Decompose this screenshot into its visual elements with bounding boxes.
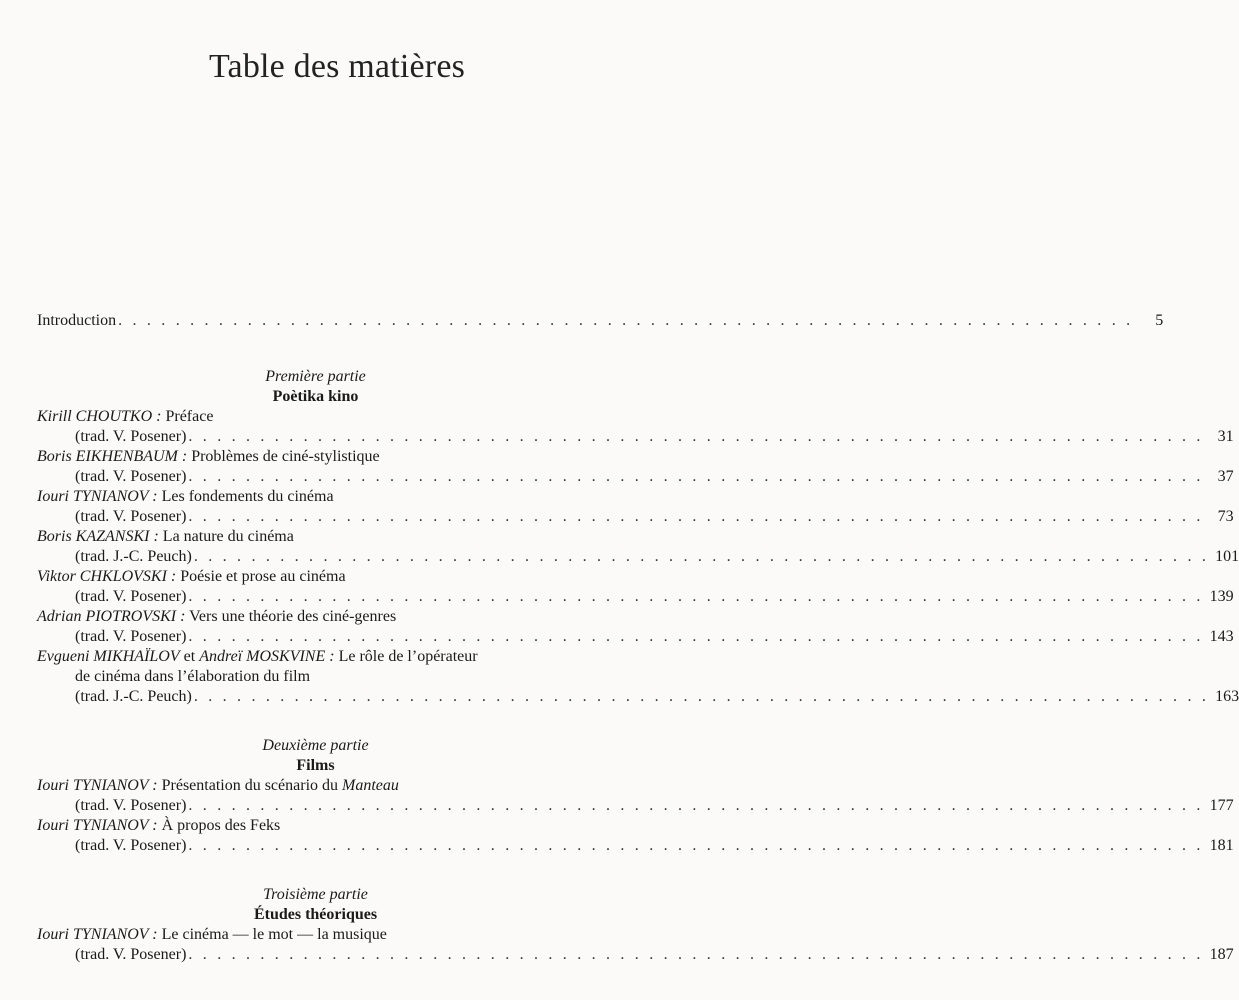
entry-author: Adrian PIOTROVSKI : [37, 608, 186, 625]
page-number: 73 [1217, 508, 1234, 525]
part-label: Première partie [265, 368, 366, 385]
entry-translator: (trad. V. Posener) [75, 628, 187, 645]
dot-leader: . . . . . . . . . . . . . . . . . . . . . . . . . . . . . . . . . . . . . . . . . . . . . . . . . . . . . . . . . . . . . . . . . . . . . . . [188, 468, 1204, 485]
entry-title: À propos des Feks [157, 817, 281, 834]
dot-leader: . . . . . . . . . . . . . . . . . . . . . . . . . . . . . . . . . . . . . . . . . . . . . . . . . . . . . . . . . . . . . . . . . . . . . . . [193, 548, 1210, 565]
toc-entry[interactable] [37, 407, 1234, 447]
dot-leader: . . . . . . . . . . . . . . . . . . . . . . . . . . . . . . . . . . . . . . . . . . . . . . . . . . . . . . . . . . . . . . . . . . . . . . . [188, 428, 1204, 445]
toc-entry-introduction[interactable] [37, 311, 1164, 331]
page-number: 101 [1215, 548, 1239, 565]
entry-translator: (trad. V. Posener) [75, 797, 187, 814]
part-label: Troisième partie [263, 886, 368, 903]
page-title: Table des matières [208, 48, 466, 85]
table-of-contents [37, 311, 1239, 965]
entry-title: La nature du cinéma [158, 528, 294, 545]
toc-entry[interactable] [37, 447, 1234, 487]
entry-title-continued: de cinéma dans l’élaboration du film [75, 668, 311, 685]
page-number: 5 [1155, 312, 1164, 329]
toc-entry[interactable] [37, 487, 1234, 527]
dot-leader: . . . . . . . . . . . . . . . . . . . . . . . . . . . . . . . . . . . . . . . . . . . . . . . . . . . . . . . . . . . . . . . . . . . . . . . [118, 312, 1134, 329]
entry-author: Boris EIKHENBAUM : [37, 448, 188, 465]
entry-title: Le rôle de l’opérateur [334, 648, 478, 665]
page-number: 139 [1209, 588, 1234, 605]
entry-author: Iouri TYNIANOV : [37, 488, 158, 505]
page-number: 163 [1215, 688, 1239, 705]
dot-leader: . . . . . . . . . . . . . . . . . . . . . . . . . . . . . . . . . . . . . . . . . . . . . . . . . . . . . . . . . . . . . . . . . . . . . . . [188, 508, 1204, 525]
page-number: 143 [1209, 628, 1234, 645]
entry-title: Préface [161, 408, 214, 425]
entry-title: Le cinéma — le mot — la musique [157, 926, 387, 943]
entry-title-italic: Manteau [342, 777, 399, 794]
part-label: Deuxième partie [262, 737, 369, 754]
dot-leader: . . . . . . . . . . . . . . . . . . . . . . . . . . . . . . . . . . . . . . . . . . . . . . . . . . . . . . . . . . . . . . . . . . . . . . . [188, 797, 1204, 814]
entry-translator: (trad. V. Posener) [75, 588, 187, 605]
entry-title: Problèmes de ciné-stylistique [187, 448, 380, 465]
toc-entry[interactable] [37, 816, 1234, 856]
part-three [37, 885, 1234, 965]
toc-entry[interactable] [37, 925, 1234, 965]
entry-translator: (trad. V. Posener) [75, 428, 187, 445]
entry-author: Viktor CHKLOVSKI : [37, 568, 177, 585]
entry-author: Boris KAZANSKI : [37, 528, 159, 545]
entry-translator: (trad. J.-C. Peuch) [75, 688, 192, 705]
entry-translator: (trad. V. Posener) [75, 468, 187, 485]
dot-leader: . . . . . . . . . . . . . . . . . . . . . . . . . . . . . . . . . . . . . . . . . . . . . . . . . . . . . . . . . . . . . . . . . . . . . . . [188, 837, 1204, 854]
dot-leader: . . . . . . . . . . . . . . . . . . . . . . . . . . . . . . . . . . . . . . . . . . . . . . . . . . . . . . . . . . . . . . . . . . . . . . . [188, 946, 1204, 963]
page-number: 37 [1217, 468, 1234, 485]
entry-title: Poésie et prose au cinéma [176, 568, 346, 585]
entry-translator: (trad. V. Posener) [75, 946, 187, 963]
page-number: 177 [1209, 797, 1234, 814]
toc-entry[interactable] [37, 567, 1234, 607]
entry-author: Evgueni MIKHAÏLOV [37, 648, 180, 665]
page-number: 31 [1217, 428, 1234, 445]
page-number: 187 [1209, 946, 1234, 963]
entry-author: Kirill CHOUTKO : [37, 408, 162, 425]
entry-author: Andreï MOSKVINE : [199, 648, 335, 665]
part-two [37, 736, 1234, 856]
entry-title: Vers une théorie des ciné-genres [185, 608, 397, 625]
dot-leader: . . . . . . . . . . . . . . . . . . . . . . . . . . . . . . . . . . . . . . . . . . . . . . . . . . . . . . . . . . . . . . . . . . . . . . . [193, 688, 1210, 705]
part-title: Films [296, 757, 335, 774]
toc-entry[interactable] [37, 607, 1234, 647]
entry-title: Présentation du scénario du [157, 777, 343, 794]
entry-title: Introduction [37, 312, 117, 329]
toc-entry[interactable] [37, 776, 1234, 816]
entry-author: Iouri TYNIANOV : [37, 777, 158, 794]
dot-leader: . . . . . . . . . . . . . . . . . . . . . . . . . . . . . . . . . . . . . . . . . . . . . . . . . . . . . . . . . . . . . . . . . . . . . . . [188, 628, 1204, 645]
entry-author: Iouri TYNIANOV : [37, 926, 158, 943]
dot-leader: . . . . . . . . . . . . . . . . . . . . . . . . . . . . . . . . . . . . . . . . . . . . . . . . . . . . . . . . . . . . . . . . . . . . . . . [188, 588, 1204, 605]
entry-title: Les fondements du cinéma [157, 488, 334, 505]
entry-conjunction: et [179, 648, 200, 665]
part-title: Études théoriques [253, 906, 378, 923]
part-title: Poètika kino [272, 388, 359, 405]
part-one [37, 367, 1239, 707]
entry-translator: (trad. J.-C. Peuch) [75, 548, 192, 565]
entry-author: Iouri TYNIANOV : [37, 817, 158, 834]
entry-translator: (trad. V. Posener) [75, 837, 187, 854]
toc-entry[interactable] [37, 647, 1239, 707]
page-number: 181 [1209, 837, 1234, 854]
toc-entry[interactable] [37, 527, 1239, 567]
entry-translator: (trad. V. Posener) [75, 508, 187, 525]
